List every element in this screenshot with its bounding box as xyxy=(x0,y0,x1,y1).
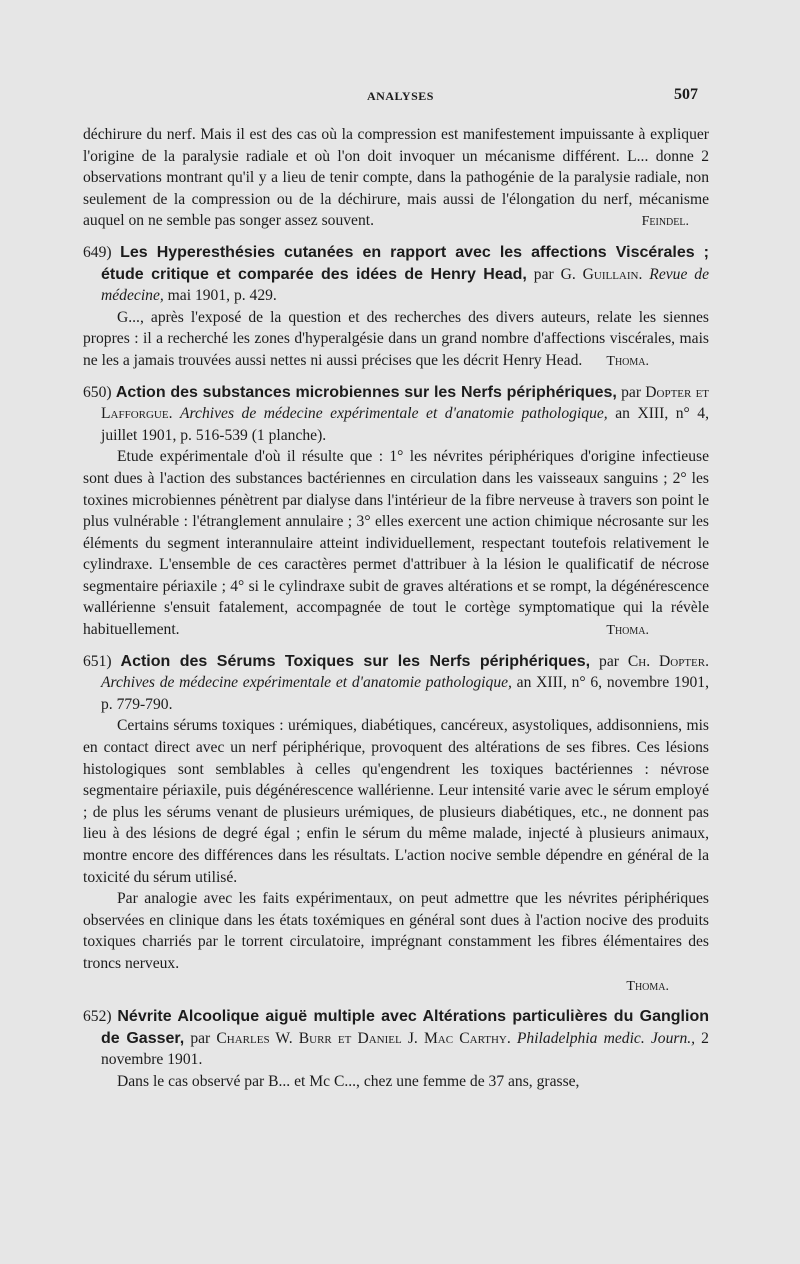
entry-heading xyxy=(83,382,709,447)
entry-paragraph: Dans le cas observé par B... et Mc C..., chez une femme de 37 ans, grasse, xyxy=(117,1072,580,1090)
entry-heading xyxy=(83,1006,709,1071)
page-number: 507 xyxy=(674,86,698,103)
signature: Thoma. xyxy=(606,353,649,369)
signature: Thoma. xyxy=(626,978,669,994)
entry-journal: Philadelphia medic. Journ., xyxy=(516,1029,696,1047)
entry-citation: an XIII, n° 4, juillet 1901, p. 516-539 (1 planche). xyxy=(101,405,709,444)
entry-journal: Revue de médecine, xyxy=(101,265,709,305)
entry-by: par xyxy=(184,1029,217,1047)
abstract-entry-652 xyxy=(83,1006,709,1092)
abstract-entry-650 xyxy=(83,382,709,642)
entry-author: Dopter et Lafforgue. xyxy=(101,383,710,423)
page-body xyxy=(83,124,709,1093)
entry-author: Charles W. Burr et Daniel J. Mac Carthy. xyxy=(216,1029,511,1047)
entry-citation: 2 novembre 1901. xyxy=(101,1029,709,1069)
entry-title: Action des substances microbiennes sur les Nerfs périphériques, xyxy=(115,383,617,401)
entry-by: par xyxy=(590,652,628,670)
entry-number: 652) xyxy=(83,1008,112,1026)
entry-heading xyxy=(83,242,709,307)
entry-citation: an XIII, n° 6, novembre 1901, p. 779-790. xyxy=(101,674,709,713)
running-head xyxy=(0,86,800,106)
abstract-entry-651 xyxy=(83,651,709,998)
entry-paragraph: Par analogie avec les faits expérimentaux, on peut admettre que les névrites périphériques observées en clinique dans les états toxémiques en général sont dues à l'action nocive des produits toxiques charriés par le torrent circulatoire, imprégnant constamment les fibres élémentaires des troncs nerveux. xyxy=(83,890,709,972)
entry-title: Névrite Alcoolique aiguë multiple avec Altérations particulières du Ganglion de Gasser, xyxy=(101,1008,709,1047)
entry-journal: Archives de médecine expérimentale et d'anatomie pathologique, xyxy=(101,674,512,692)
entry-title: Les Hyperesthésies cutanées en rapport avec les affections Viscérales ; étude critique et comparée des idées de Henry Head, xyxy=(101,243,709,283)
entry-by: par xyxy=(616,383,646,401)
entry-number: 649) xyxy=(83,243,112,261)
signature: Thoma. xyxy=(606,623,649,639)
entry-paragraph: G..., après l'exposé de la question et des recherches des divers auteurs, relate les siennes propres : il a recherché les zones d'hyperalgésie dans un grand nombre d'affections viscérales, mais ne les a jamais trouvées aussi nettes ni aussi précises que les décrit Henry Head. xyxy=(83,308,709,369)
signature: Feindel. xyxy=(641,214,689,230)
entry-citation: mai 1901, p. 429. xyxy=(163,287,277,305)
entry-number: 651) xyxy=(83,652,112,670)
abstract-entry-649 xyxy=(83,242,709,373)
entry-author: Ch. Dopter. xyxy=(627,652,709,670)
section-title: ANALYSES xyxy=(367,89,434,103)
entry-journal: Archives de médecine expérimentale et d'anatomie pathologique, xyxy=(180,405,608,423)
entry-by: par xyxy=(526,265,561,283)
entry-title: Action des Sérums Toxiques sur les Nerfs périphériques, xyxy=(120,652,591,670)
entry-signature-row xyxy=(83,975,709,998)
entry-author: G. Guillain. xyxy=(560,265,643,283)
intro-paragraph: déchirure du nerf. Mais il est des cas où la compression est manifestement impuissante à expliquer l'origine de la paralysie radiale et où l'on doit invoquer un mécanisme différent. L... donne 2 observations montrant qu'il y a lieu de tenir compte, dans la pathogénie de la paralysie radiale, non seulement de la compression ou de la déchirure, mais aussi de l'élongation du nerf, mécanisme auquel on ne semble pas songer assez souvent. xyxy=(83,126,709,230)
entry-number: 650) xyxy=(83,383,112,401)
entry-paragraph: Certains sérums toxiques : urémiques, diabétiques, cancéreux, asystoliques, addisonniens, mis en contact direct avec un nerf périphérique, provoquent des altérations de ses fibres. Ces lésions histologiques sont semblables à celles qu'engendrent les toxiques bactériennes : névrose segmentaire périaxile, puis dégénérescence wallérienne. Leur intensité varie avec le sérum employé ; de plus les sérums venant de plusieurs urémiques, de plusieurs diabétiques, etc., ne donnent pas lieu à des lésions de degré égal ; enfin le sérum du même malade, injecté à plusieurs animaux, montre encore des différences dans les résultats. L'action nocive semble dépendre en général de la toxicité du sérum utilisé. xyxy=(83,717,709,886)
entry-heading xyxy=(83,651,709,716)
entry-paragraph: Etude expérimentale d'où il résulte que : 1° les névrites périphériques d'origine infectieuse sont dues à l'action des substances bactériennes en circulation dans les vaisseaux sanguins ; 2° les toxines microbiennes pénètrent par dialyse dans l'intérieur de la fibre nerveuse à travers son point le plus vulnérable : l'étranglement annulaire ; 3° elles exercent une action chimique nécrosante sur les éléments du segment interannulaire atteint individuellement, respectant toutefois relativement le cylindraxe. L'ensemble de ces caractères permet d'attribuer à la lésion le qualificatif de nécrose segmentaire périaxile ; 4° si le cylindraxe subit de graves altérations et se rompt, la dégénérescence wallérienne s'ensuit fatalement, accompagnée de tout le cortège symptomatique qui la révèle habituellement. xyxy=(83,448,709,639)
